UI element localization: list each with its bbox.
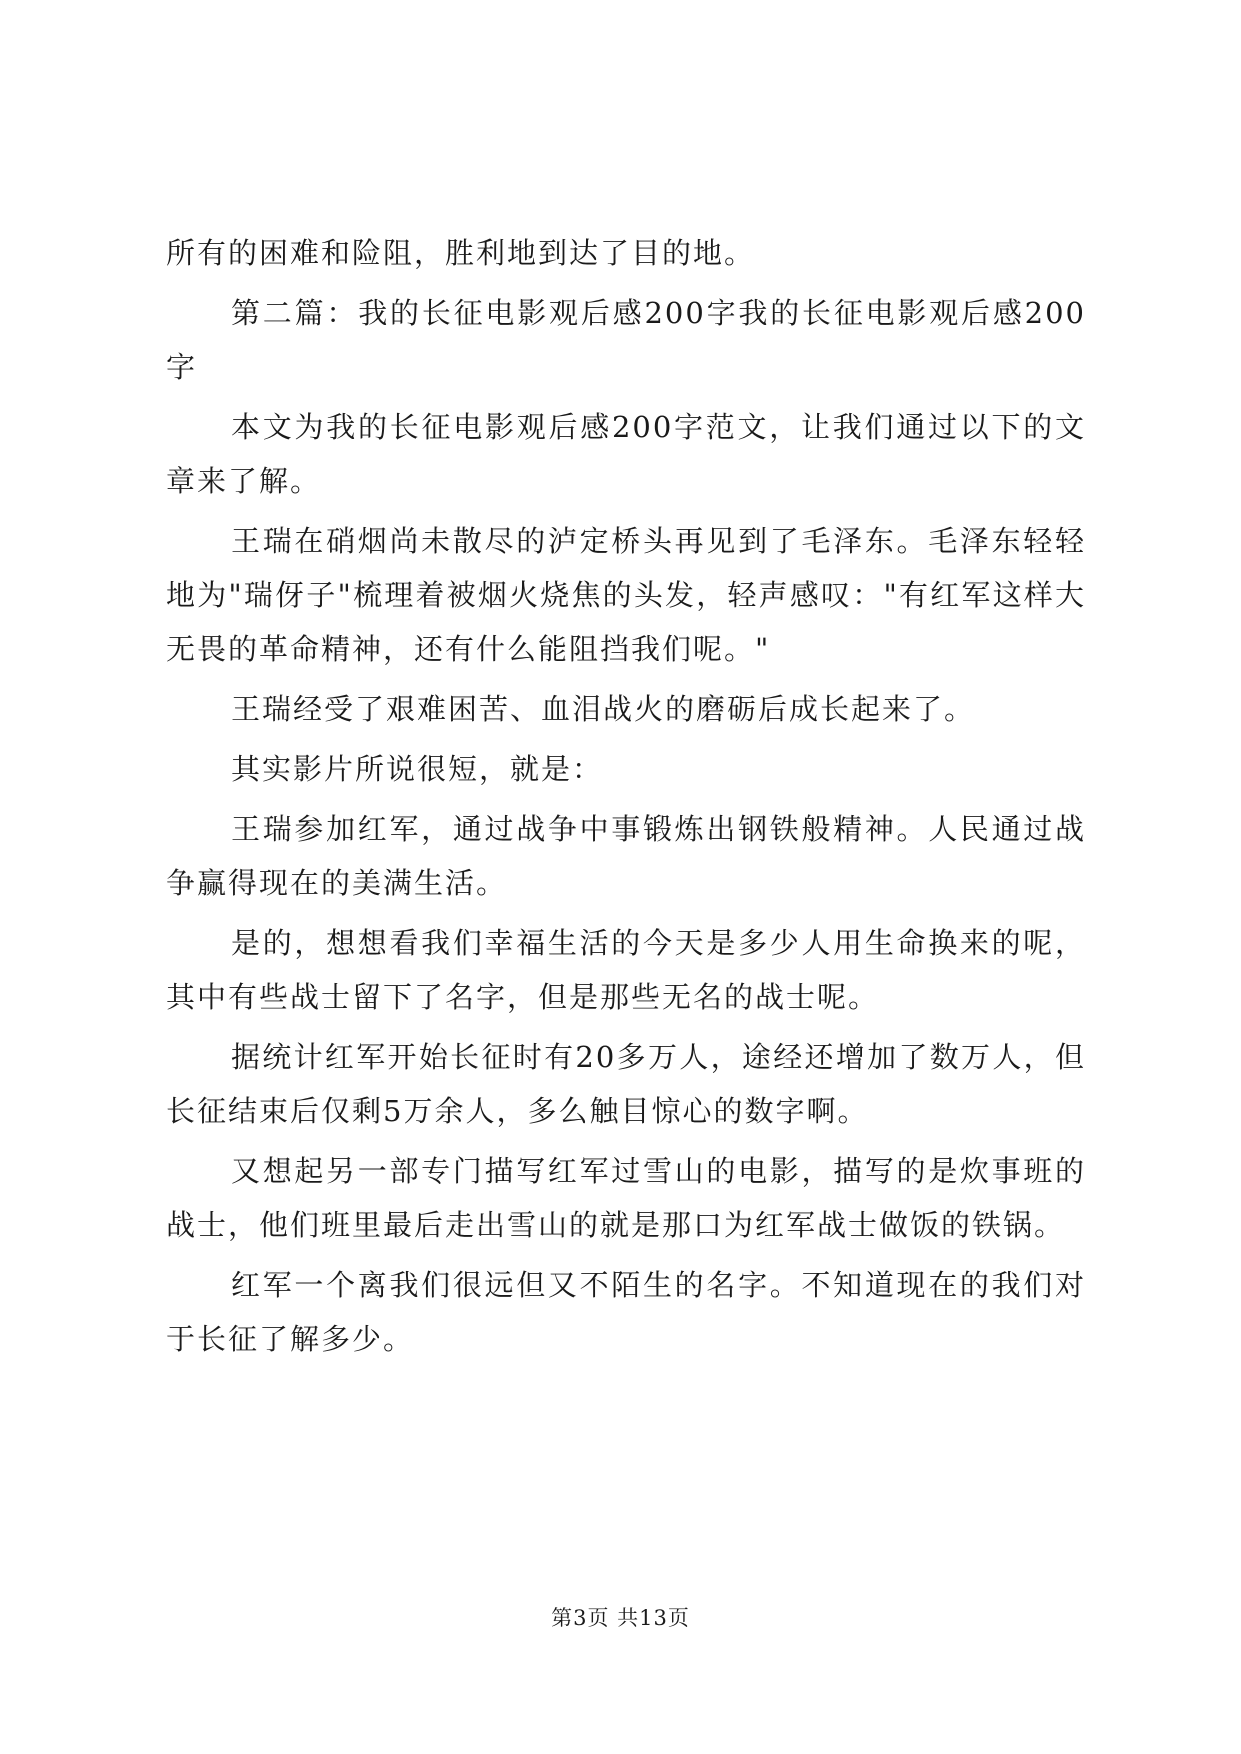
document-body (166, 226, 1086, 1372)
paragraph: 是的，想想看我们幸福生活的今天是多少人用生命换来的呢，其中有些战士留下了名字，但是那些无名的战士呢。 (166, 926, 1086, 1014)
paragraph: 王瑞参加红军，通过战争中事锻炼出钢铁般精神。人民通过战争赢得现在的美满生活。 (166, 812, 1086, 900)
page-footer: 第3页 共13页 (551, 1606, 690, 1630)
paragraph: 第二篇：我的长征电影观后感200字我的长征电影观后感200字 (166, 296, 1086, 384)
paragraph: 据统计红军开始长征时有20多万人，途经还增加了数万人，但长征结束后仅剩5万余人，多么触目惊心的数字啊。 (166, 1040, 1086, 1128)
paragraph: 所有的困难和险阻，胜利地到达了目的地。 (166, 236, 756, 270)
paragraph: 王瑞在硝烟尚未散尽的泸定桥头再见到了毛泽东。毛泽东轻轻地为"瑞伢子"梳理着被烟火烧焦的头发，轻声感叹："有红军这样大无畏的革命精神，还有什么能阻挡我们呢。" (166, 524, 1086, 666)
paragraph: 又想起另一部专门描写红军过雪山的电影，描写的是炊事班的战士，他们班里最后走出雪山的就是那口为红军战士做饭的铁锅。 (166, 1154, 1086, 1242)
paragraph: 红军一个离我们很远但又不陌生的名字。不知道现在的我们对于长征了解多少。 (166, 1268, 1086, 1356)
paragraph: 本文为我的长征电影观后感200字范文，让我们通过以下的文章来了解。 (166, 410, 1086, 498)
paragraph: 其实影片所说很短，就是： (231, 752, 604, 786)
paragraph: 王瑞经受了艰难困苦、血泪战火的磨砺后成长起来了。 (231, 692, 976, 726)
